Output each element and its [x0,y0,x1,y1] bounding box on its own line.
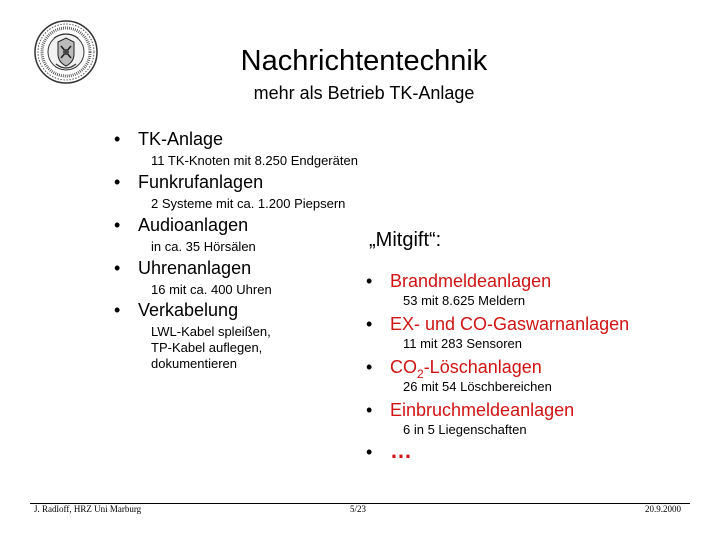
list-item [114,257,251,279]
co2-rest: -Löschanlagen [423,357,542,377]
mitgift-heading: „Mitgift“: [369,229,442,251]
list-item-label: Uhrenanlagen [138,258,252,278]
list-item [114,214,248,236]
list-item-label: Audioanlagen [138,215,249,235]
footer-author: J. Radloff, HRZ Uni Marburg [34,504,142,514]
bullet: • [366,442,373,462]
list-item-detail: 11 mit 283 Sensoren [403,336,522,351]
list-item [366,313,629,335]
list-item-label: Einbruchmeldeanlagen [390,400,575,420]
list-item-detail: LWL-Kabel spleißen, [151,324,271,339]
page-subtitle: mehr als Betrieb TK-Anlage [253,83,475,103]
list-item-detail: dokumentieren [151,356,237,371]
footer-page-number: 5/23 [350,504,367,514]
list-item [114,299,238,321]
page-title: Nachrichtentechnik [240,45,488,77]
list-item [114,128,223,150]
bullet: • [114,172,121,192]
list-item-label: Brandmeldeanlagen [390,271,552,291]
list-item-label [390,357,542,381]
list-item-label: TK-Anlage [138,129,224,149]
university-seal-icon [34,20,98,84]
co2-subscript: 2 [417,367,424,381]
list-item-detail: 53 mit 8.625 Meldern [403,293,526,308]
bullet: • [366,314,373,334]
ellipsis: … [390,438,415,463]
bullet: • [114,215,121,235]
list-item [366,270,551,292]
bullet: • [366,400,373,420]
list-item [366,440,415,463]
list-item-detail: TP-Kabel auflegen, [151,340,263,355]
list-item-label: EX- und CO-Gaswarnanlagen [390,314,630,334]
list-item-detail: 11 TK-Knoten mit 8.250 Endgeräten [151,153,358,168]
bullet: • [114,300,121,320]
list-item-label: Verkabelung [138,300,239,320]
bullet: • [366,357,373,377]
list-item [366,399,574,421]
footer-date: 20.9.2000 [645,504,681,514]
bullet: • [366,271,373,291]
bullet: • [114,129,121,149]
list-item-detail: 26 mit 54 Löschbereichen [403,379,552,394]
list-item-detail: in ca. 35 Hörsälen [151,239,256,254]
list-item [114,171,263,193]
list-item-detail: 16 mit ca. 400 Uhren [151,282,272,297]
list-item-label: Funkrufanlagen [138,172,264,192]
list-item-detail: 6 in 5 Liegenschaften [403,422,527,437]
list-item-detail: 2 Systeme mit ca. 1.200 Piepsern [151,196,346,211]
co2-main: CO [390,357,417,377]
bullet: • [114,258,121,278]
